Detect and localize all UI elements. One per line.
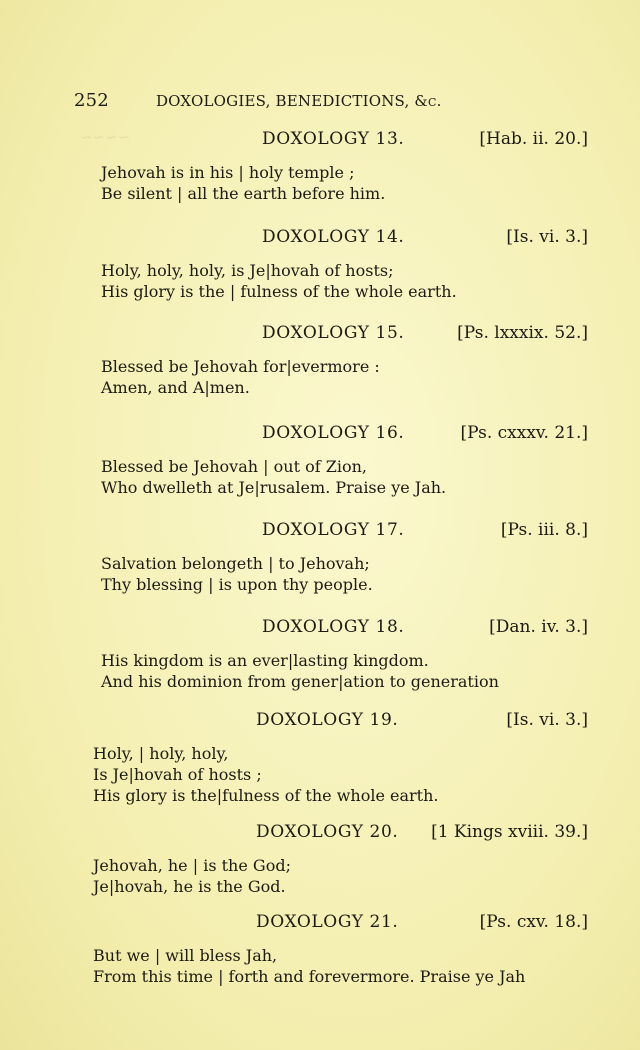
doxology-title: DOXOLOGY 18. <box>262 617 405 637</box>
doxology-reference: [Ps. iii. 8.] <box>500 520 588 540</box>
verse-line: Jehovah, he | is the God; <box>93 856 291 875</box>
verse-line: Thy blessing | is upon thy people. <box>101 575 373 594</box>
doxology-title: DOXOLOGY 21. <box>256 912 399 932</box>
verse-line: Be silent | all the earth before him. <box>101 184 386 203</box>
verse-line: Amen, and A|men. <box>101 378 250 397</box>
verse-line: His kingdom is an ever|lasting kingdom. <box>101 651 429 670</box>
verse-line: Blessed be Jehovah for|evermore : <box>101 357 380 376</box>
doxology-text <box>101 553 373 595</box>
doxology-heading <box>0 822 640 846</box>
page-number: 252 <box>74 90 109 111</box>
doxology-text <box>93 855 291 897</box>
verse-line: His glory is the|fulness of the whole earth. <box>93 786 439 805</box>
doxology-text <box>93 945 525 987</box>
doxology-reference: [Ps. cxv. 18.] <box>479 912 588 932</box>
doxology-title: DOXOLOGY 16. <box>262 423 405 443</box>
doxology-reference: [Is. vi. 3.] <box>506 227 588 247</box>
verse-line: Salvation belongeth | to Jehovah; <box>101 554 370 573</box>
doxology-heading <box>0 520 640 544</box>
doxology-reference: [Hab. ii. 20.] <box>479 129 588 149</box>
doxology-heading <box>0 227 640 251</box>
doxology-title: DOXOLOGY 15. <box>262 323 405 343</box>
doxology-reference: [1 Kings xviii. 39.] <box>431 822 588 842</box>
doxology-text <box>101 456 446 498</box>
doxology-heading <box>0 129 640 153</box>
verse-line: Jehovah is in his | holy temple ; <box>101 163 355 182</box>
doxology-reference: [Ps. cxxxv. 21.] <box>460 423 588 443</box>
doxology-title: DOXOLOGY 20. <box>256 822 399 842</box>
doxology-text <box>101 162 385 204</box>
doxology-reference: [Ps. lxxxix. 52.] <box>457 323 588 343</box>
verse-line: His glory is the | fulness of the whole earth. <box>101 282 457 301</box>
doxology-title: DOXOLOGY 13. <box>262 129 405 149</box>
doxology-heading <box>0 323 640 347</box>
running-head <box>74 90 504 111</box>
verse-line: From this time | forth and forevermore. Praise ye Jah <box>93 967 526 986</box>
verse-line: Holy, | holy, holy, <box>93 744 229 763</box>
doxology-heading <box>0 912 640 936</box>
verse-line: Blessed be Jehovah | out of Zion, <box>101 457 367 476</box>
verse-line: And his dominion from gener|ation to generation <box>101 672 499 691</box>
doxology-title: DOXOLOGY 19. <box>256 710 399 730</box>
doxology-title: DOXOLOGY 17. <box>262 520 405 540</box>
doxology-title: DOXOLOGY 14. <box>262 227 405 247</box>
doxology-text <box>93 743 438 806</box>
verse-line: But we | will bless Jah, <box>93 946 278 965</box>
doxology-text <box>101 260 457 302</box>
doxology-heading <box>0 710 640 734</box>
running-title: DOXOLOGIES, BENEDICTIONS, &c. <box>155 92 442 110</box>
verse-line: Is Je|hovah of hosts ; <box>93 765 262 784</box>
verse-line: Who dwelleth at Je|rusalem. Praise ye Jah. <box>101 478 447 497</box>
verse-line: Holy, holy, holy, is Je|hovah of hosts; <box>101 261 394 280</box>
doxology-heading <box>0 617 640 641</box>
bleed-through-mark: ~~~~ <box>80 128 131 146</box>
doxology-heading <box>0 423 640 447</box>
verse-line: Je|hovah, he is the God. <box>93 877 286 896</box>
doxology-text <box>101 650 499 692</box>
doxology-reference: [Dan. iv. 3.] <box>489 617 588 637</box>
doxology-text <box>101 356 380 398</box>
doxology-reference: [Is. vi. 3.] <box>506 710 588 730</box>
